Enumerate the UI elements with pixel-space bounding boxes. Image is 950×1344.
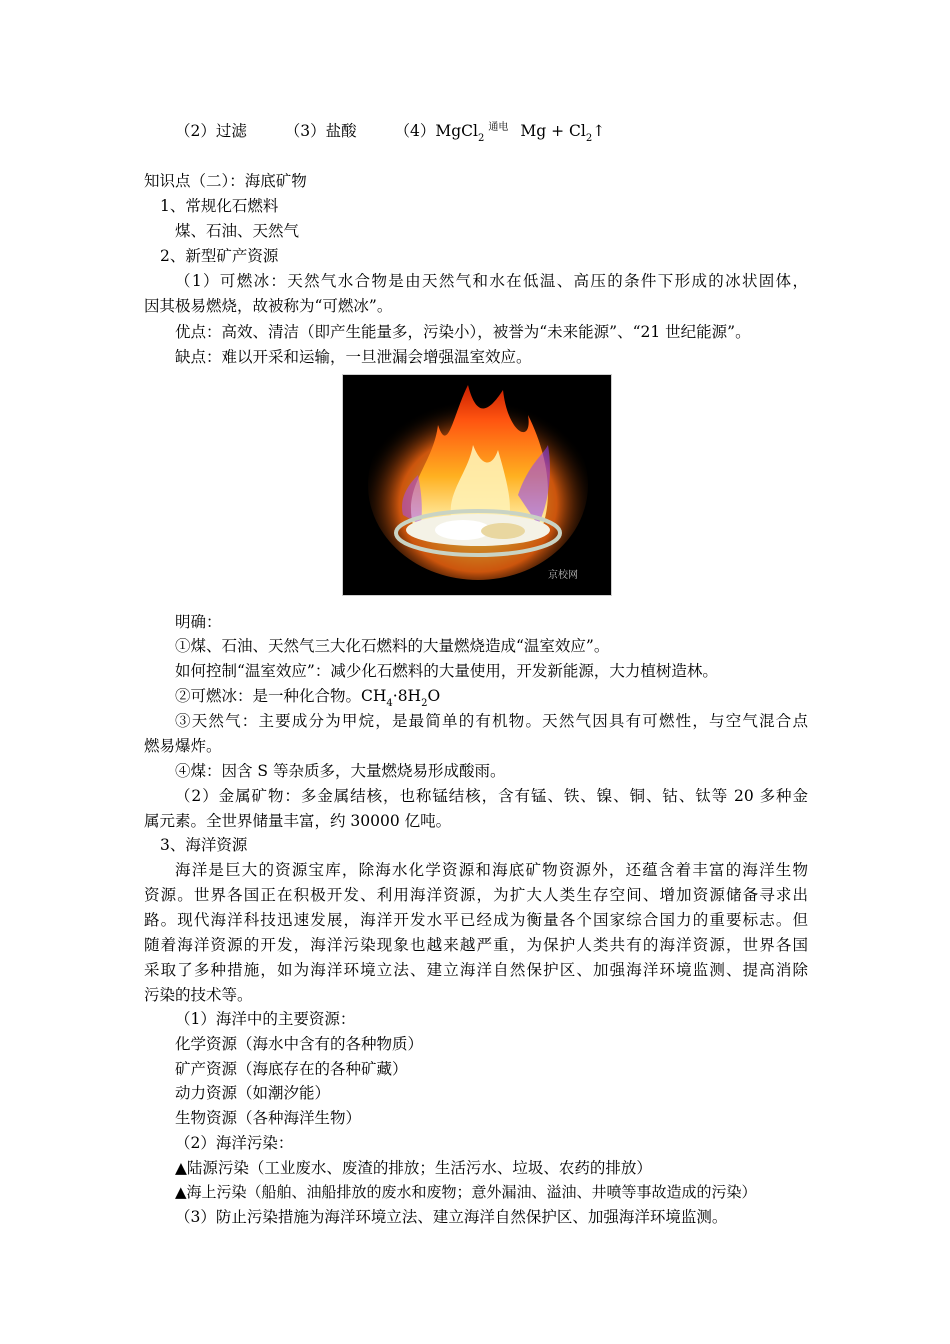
disadvantages: 缺点：难以开采和运输，一旦泄漏会增强温室效应。 [175, 348, 532, 366]
resource-biological: 生物资源（各种海洋生物） [175, 1109, 362, 1127]
main-resources-heading: （1）海洋中的主要资源： [175, 1010, 356, 1028]
burning-ice-photo [342, 374, 612, 596]
clarify-item-3-line-1: ③天然气：主要成分为甲烷，是最简单的有机物。天然气因具有可燃性，与空气混合点 [175, 712, 808, 730]
watermark: 京校网 [548, 570, 578, 581]
pollution-sea-source: ▲海上污染（船舶、油船排放的废水和废物；意外漏油、溢油、井喷等事故造成的污染） [175, 1183, 757, 1201]
pollution-heading: （2）海洋污染： [175, 1134, 294, 1152]
clarify-heading: 明确： [175, 613, 222, 631]
ocean-paragraph-line-3: 路。现代海洋科技迅速发展，海洋开发水平已经成为衡量各个国家综合国力的重要标志。但 [144, 911, 808, 929]
step-hcl: （3）盐酸 [284, 122, 357, 140]
step-filter: （2）过滤 [175, 122, 247, 140]
ocean-paragraph-line-6: 污染的技术等。 [144, 986, 253, 1004]
ocean-paragraph-line-4: 随着海洋资源的开发，海洋污染现象也越来越严重，为保护人类共有的海洋资源，世界各国 [144, 936, 808, 954]
ocean-paragraph-line-1: 海洋是巨大的资源宝库，除海水化学资源和海底矿物资源外，还蕴含着丰富的海洋生物 [175, 861, 808, 879]
clarify-item-2: ②可燃冰：是一种化合物。$CH_4\cdot 8H_2O$ [175, 687, 441, 709]
section-title: 知识点（二）：海底矿物 [144, 172, 307, 190]
reaction-product: Mg + Cl [520, 122, 586, 140]
equation-line: （2）过滤 （3）盐酸 （4）MgCl$_2^{通电}$ $Mg + Cl_2↑$ [175, 122, 606, 144]
resource-mineral: 矿产资源（海底存在的各种矿藏） [175, 1060, 408, 1078]
gas-arrow: ↑ [592, 122, 606, 140]
resource-power: 动力资源（如潮汐能） [175, 1084, 331, 1102]
heading-fossil-fuels: 1、常规化石燃料 [160, 197, 279, 215]
ocean-paragraph-line-2: 资源。世界各国正在积极开发、利用海洋资源，为扩大人类生存空间、增加资源储备寻求出 [144, 886, 808, 904]
prevention-measures: （3）防止污染措施为海洋环境立法、建立海洋自然保护区、加强海洋环境监测。 [175, 1208, 728, 1226]
resource-chemical: 化学资源（海水中含有的各种物质） [175, 1035, 424, 1053]
metal-minerals-line-2: 属元素。全世界储量丰富，约 30000 亿吨。 [144, 812, 452, 830]
heading-ocean-resources: 3、海洋资源 [160, 836, 248, 854]
heading-new-minerals: 2、新型矿产资源 [160, 247, 279, 265]
ocean-paragraph-line-5: 采取了多种措施，如为海洋环境立法、建立海洋自然保护区、加强海洋环境监测、提高消除 [144, 961, 808, 979]
flame-illustration [343, 375, 611, 595]
step-electrolysis: （4）MgCl [394, 122, 478, 140]
clarify-item-1: ①煤、石油、天然气三大化石燃料的大量燃烧造成“温室效应”。 [175, 637, 610, 655]
fossil-fuels-list: 煤、石油、天然气 [175, 222, 300, 240]
pollution-land-source: ▲陆源污染（工业废水、废渣的排放；生活污水、垃圾、农药的排放） [175, 1159, 652, 1177]
reaction-condition: 通电 [488, 122, 509, 133]
metal-minerals-line-1: （2）金属矿物：多金属结核，也称锰结核，含有锰、铁、镍、铜、钴、钛等 20 多种金 [175, 787, 808, 805]
clarify-item-1b: 如何控制“温室效应”：减少化石燃料的大量使用，开发新能源，大力植树造林。 [175, 662, 718, 680]
clarify-item-4: ④煤：因含 S 等杂质多，大量燃烧易形成酸雨。 [175, 762, 506, 780]
advantages: 优点：高效、清洁（即产生能量多，污染小），被誉为“未来能源”、“21 世纪能源”。 [175, 323, 751, 341]
combustible-ice-line-2: 因其极易燃烧，故被称为“可燃冰”。 [144, 297, 393, 315]
clarify-item-3-line-2: 燃易爆炸。 [144, 737, 222, 755]
combustible-ice-line-1: （1）可燃冰：天然气水合物是由天然气和水在低温、高压的条件下形成的冰状固体， [175, 272, 808, 290]
